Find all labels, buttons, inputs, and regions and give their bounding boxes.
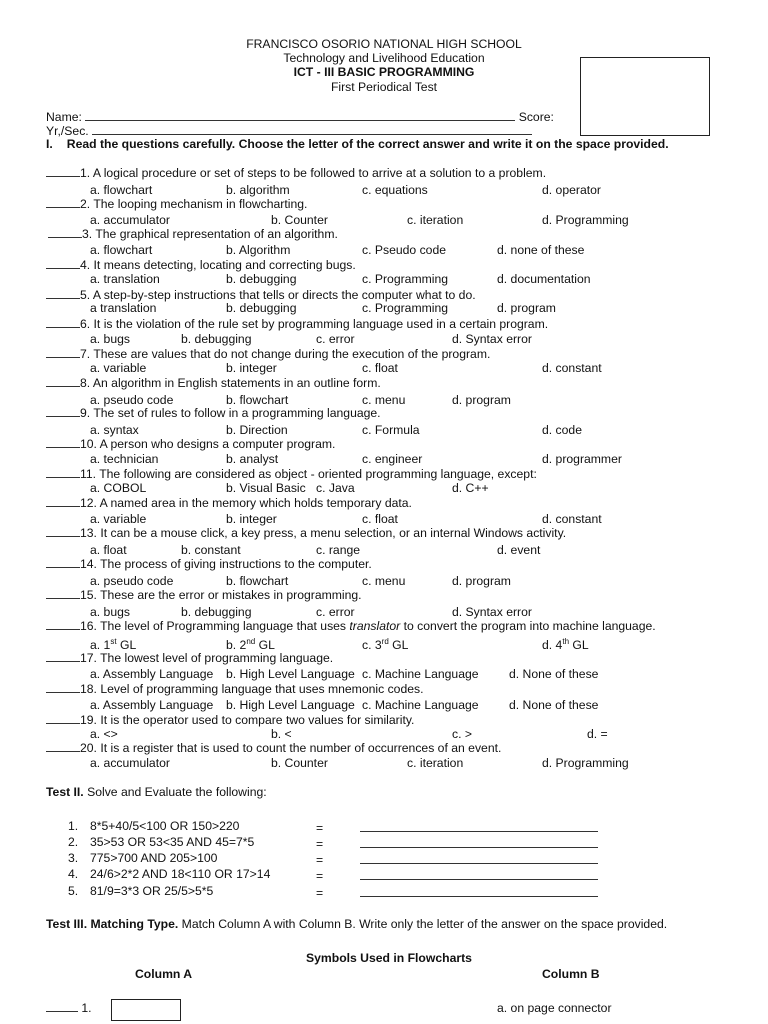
question-text: 14. The process of giving instructions to the computer. xyxy=(80,557,372,571)
option-d: d. code xyxy=(542,423,582,437)
answer-blank[interactable] xyxy=(46,376,80,387)
equals-sign: = xyxy=(316,837,324,851)
answer-line[interactable] xyxy=(360,830,598,832)
option-b: b. debugging xyxy=(181,605,252,619)
option-b: b. High Level Language xyxy=(226,698,355,712)
option-a: a. variable xyxy=(90,361,147,375)
option-a: a. variable xyxy=(90,512,147,526)
equals-sign: = xyxy=(316,869,324,883)
answer-blank[interactable] xyxy=(46,437,80,448)
question-text: 17. The lowest level of programming language. xyxy=(80,651,334,665)
item-number: 4. xyxy=(68,867,79,881)
item-number: 2. xyxy=(68,835,79,849)
option-c: c. Pseudo code xyxy=(362,243,447,257)
test3-heading: Test III. Matching Type. Match Column A with Column B. Write only the letter of the answer on the space provided. xyxy=(46,917,668,931)
option-c: c. float xyxy=(362,512,398,526)
option-a: a. bugs xyxy=(90,332,130,346)
column-a-header: Column A xyxy=(135,967,193,981)
answer-blank[interactable] xyxy=(46,197,80,208)
subject-title: ICT - III BASIC PROGRAMMING xyxy=(293,65,475,79)
score-box[interactable] xyxy=(580,57,710,136)
option-d: d. Programming xyxy=(542,756,629,770)
option-b: b. constant xyxy=(181,543,241,557)
question-1 xyxy=(46,166,546,180)
option-c: c. range xyxy=(316,543,361,557)
option-a: a. COBOL xyxy=(90,481,147,495)
expression: 24/6>2*2 AND 18<110 OR 17>14 xyxy=(90,867,271,881)
yrsec-row xyxy=(46,123,532,138)
question-10 xyxy=(46,437,335,451)
option-b: b. integer xyxy=(226,512,277,526)
question-text: to convert the program into machine language. xyxy=(400,619,656,633)
item-number: 5. xyxy=(68,884,79,898)
question-12 xyxy=(46,496,412,510)
answer-line[interactable] xyxy=(360,846,598,848)
question-8 xyxy=(46,376,381,390)
answer-blank[interactable] xyxy=(46,651,80,662)
question-text: 13. It can be a mouse click, a key press, a menu selection, or an internal Windows activity. xyxy=(80,526,567,540)
question-9 xyxy=(46,406,381,420)
option-d: d. Syntax error xyxy=(452,332,532,346)
yrsec-field[interactable] xyxy=(92,123,532,135)
option-a: a. pseudo code xyxy=(90,393,174,407)
option-d: d. event xyxy=(497,543,541,557)
expression: 35>53 OR 53<35 AND 45=7*5 xyxy=(90,835,255,849)
option-a: a. bugs xyxy=(90,605,130,619)
answer-blank[interactable] xyxy=(46,467,80,478)
answer-blank[interactable] xyxy=(46,347,80,358)
process-symbol-rectangle xyxy=(111,999,181,1021)
option-d: d. C++ xyxy=(452,481,489,495)
option-d: d. program xyxy=(497,301,556,315)
answer-blank[interactable] xyxy=(48,227,82,238)
table-title: Symbols Used in Flowcharts xyxy=(306,951,472,965)
question-14 xyxy=(46,557,372,571)
option-b: b. debugging xyxy=(226,301,297,315)
option-b: b. integer xyxy=(226,361,277,375)
expression: 8*5+40/5<100 OR 150>220 xyxy=(90,819,240,833)
question-text: 3. The graphical representation of an algorithm. xyxy=(82,227,338,241)
option-c: c. engineer xyxy=(362,452,423,466)
option-b: b. High Level Language xyxy=(226,667,355,681)
option-b: b. analyst xyxy=(226,452,279,466)
name-row xyxy=(46,109,554,124)
option-b: b. Counter xyxy=(271,213,328,227)
answer-blank[interactable] xyxy=(46,406,80,417)
question-5 xyxy=(46,288,476,302)
option-b: b. Visual Basic xyxy=(226,481,306,495)
option-b: b. debugging xyxy=(181,332,252,346)
item-number: 1. xyxy=(68,819,79,833)
option-b: b. algorithm xyxy=(226,183,290,197)
question-4 xyxy=(46,258,356,272)
answer-blank[interactable] xyxy=(46,288,80,299)
option-a: a. Assembly Language xyxy=(90,698,214,712)
name-label: Name: xyxy=(46,110,82,124)
expression: 81/9=3*3 OR 25/5>5*5 xyxy=(90,884,214,898)
question-17 xyxy=(46,651,333,665)
column-b-item-a: a. on page connector xyxy=(497,1001,612,1015)
option-a: a. <> xyxy=(90,727,118,741)
question-emphasis: translator xyxy=(349,619,401,633)
option-a: a. Assembly Language xyxy=(90,667,214,681)
option-d: d. = xyxy=(587,727,608,741)
option-d: d. constant xyxy=(542,512,602,526)
answer-blank[interactable] xyxy=(46,258,80,269)
option-d: d. documentation xyxy=(497,272,591,286)
question-16 xyxy=(46,619,656,633)
option-a: a. accumulator xyxy=(90,213,170,227)
equals-sign: = xyxy=(316,821,324,835)
option-a: a. syntax xyxy=(90,423,139,437)
question-15 xyxy=(46,588,362,602)
question-text: 16. The level of Programming language that uses xyxy=(80,619,350,633)
question-text: 7. These are values that do not change during the execution of the program. xyxy=(80,347,491,361)
equals-sign: = xyxy=(316,853,324,867)
item-number: 3. xyxy=(68,851,79,865)
question-text: 9. The set of rules to follow in a programming language. xyxy=(80,406,381,420)
option-b: b. debugging xyxy=(226,272,297,286)
option-c: c. 3rd GL xyxy=(362,637,409,653)
answer-blank[interactable] xyxy=(46,682,80,693)
question-text: 11. The following are considered as object - oriented programming language, except: xyxy=(80,467,537,481)
option-b: b. flowchart xyxy=(226,574,289,588)
question-text: 1. A logical procedure or set of steps to be followed to arrive at a solution to a problem. xyxy=(80,166,547,180)
option-a: a. flowchart xyxy=(90,243,153,257)
department: Technology and Livelihood Education xyxy=(283,51,485,65)
test2-heading: Test II. Solve and Evaluate the following: xyxy=(46,785,267,799)
option-a: a. technician xyxy=(90,452,159,466)
option-c: c. > xyxy=(452,727,472,741)
option-a: a translation xyxy=(90,301,157,315)
answer-line[interactable] xyxy=(360,862,598,864)
question-2 xyxy=(46,197,307,211)
equals-sign: = xyxy=(316,886,324,900)
answer-blank[interactable] xyxy=(46,526,80,537)
option-a: a. accumulator xyxy=(90,756,170,770)
option-a: a. translation xyxy=(90,272,160,286)
option-c: c. float xyxy=(362,361,398,375)
option-c: c. Machine Language xyxy=(362,667,479,681)
answer-blank[interactable] xyxy=(46,496,80,507)
option-c: c. Java xyxy=(316,481,355,495)
option-d: d. programmer xyxy=(542,452,622,466)
option-d: d. constant xyxy=(542,361,602,375)
answer-blank[interactable] xyxy=(46,588,80,599)
answer-blank[interactable] xyxy=(46,166,80,177)
question-text: 12. A named area in the memory which holds temporary data. xyxy=(80,496,412,510)
question-11 xyxy=(46,467,537,481)
question-13 xyxy=(46,526,566,540)
option-c: c. Formula xyxy=(362,423,420,437)
option-b: b. < xyxy=(271,727,292,741)
question-3 xyxy=(48,227,338,241)
question-text: 8. An algorithm in English statements in an outline form. xyxy=(80,376,381,390)
question-7 xyxy=(46,347,490,361)
name-field[interactable] xyxy=(85,109,515,121)
option-d: d. program xyxy=(452,393,511,407)
option-c: c. iteration xyxy=(407,756,464,770)
question-text: 18. Level of programming language that uses mnemonic codes. xyxy=(80,682,424,696)
option-d: d. None of these xyxy=(509,698,599,712)
option-a: a. float xyxy=(90,543,127,557)
option-c: c. menu xyxy=(362,393,406,407)
question-text: 4. It means detecting, locating and correcting bugs. xyxy=(80,258,356,272)
option-b: b. Counter xyxy=(271,756,328,770)
question-text: 5. A step-by-step instructions that tells or directs the computer what to do. xyxy=(80,288,476,302)
question-text: 15. These are the error or mistakes in programming. xyxy=(80,588,362,602)
option-d: d. None of these xyxy=(509,667,599,681)
option-c: c. iteration xyxy=(407,213,464,227)
question-text: 6. It is the violation of the rule set by programming language used in a certain program. xyxy=(80,317,549,331)
question-text: 20. It is a register that is used to count the number of occurrences of an event. xyxy=(80,741,502,755)
yrsec-label: Yr,/Sec. xyxy=(46,124,89,138)
option-d: d. none of these xyxy=(497,243,585,257)
option-b: b. Algorithm xyxy=(226,243,291,257)
answer-blank[interactable] xyxy=(46,1001,78,1012)
option-b: b. flowchart xyxy=(226,393,289,407)
question-18 xyxy=(46,682,423,696)
option-d: d. 4th GL xyxy=(542,637,589,653)
test-name: First Periodical Test xyxy=(330,80,438,94)
option-c: c. Programming xyxy=(362,272,449,286)
option-c: c. error xyxy=(316,332,355,346)
option-a: a. flowchart xyxy=(90,183,153,197)
answer-line[interactable] xyxy=(360,895,598,897)
question-20 xyxy=(46,741,501,755)
score-label: Score: xyxy=(518,110,554,124)
question-text: 10. A person who designs a computer program. xyxy=(80,437,336,451)
option-d: d. Programming xyxy=(542,213,629,227)
answer-line[interactable] xyxy=(360,878,598,880)
option-d: d. operator xyxy=(542,183,601,197)
option-d: d. program xyxy=(452,574,511,588)
option-a: a. 1st GL xyxy=(90,637,137,653)
expression: 775>700 AND 205>100 xyxy=(90,851,218,865)
option-b: b. Direction xyxy=(226,423,288,437)
answer-blank[interactable] xyxy=(46,557,80,568)
question-text: 19. It is the operator used to compare two values for similarity. xyxy=(80,713,415,727)
option-c: c. menu xyxy=(362,574,406,588)
option-c: c. error xyxy=(316,605,355,619)
column-b-header: Column B xyxy=(542,967,600,981)
option-c: c. Programming xyxy=(362,301,449,315)
option-a: a. pseudo code xyxy=(90,574,174,588)
option-d: d. Syntax error xyxy=(452,605,532,619)
option-c: c. equations xyxy=(362,183,428,197)
question-text: 2. The looping mechanism in flowcharting. xyxy=(80,197,308,211)
school-name: FRANCISCO OSORIO NATIONAL HIGH SCHOOL xyxy=(246,37,522,51)
match-item-1: 1. xyxy=(46,1001,92,1015)
answer-blank[interactable] xyxy=(46,741,80,752)
answer-blank[interactable] xyxy=(46,317,80,328)
question-19 xyxy=(46,713,414,727)
question-6 xyxy=(46,317,548,331)
test1-instructions: I. Read the questions carefully. Choose the letter of the correct answer and write it on the space provided. xyxy=(46,137,669,151)
option-c: c. Machine Language xyxy=(362,698,479,712)
answer-blank[interactable] xyxy=(46,619,80,630)
option-b: b. 2nd GL xyxy=(226,637,275,653)
answer-blank[interactable] xyxy=(46,713,80,724)
